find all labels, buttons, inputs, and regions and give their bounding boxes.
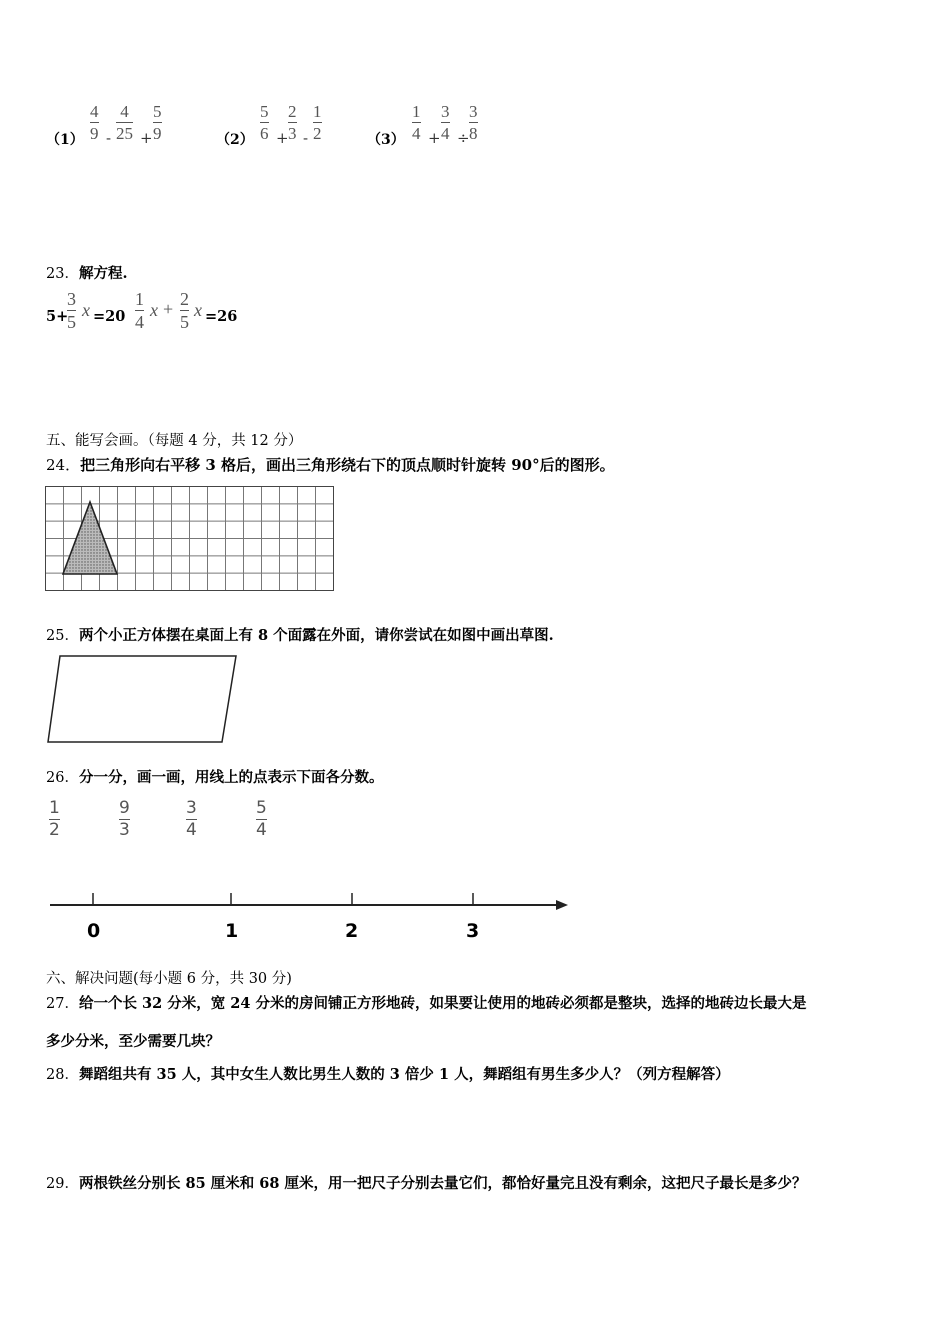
fraction: 5 9 bbox=[153, 102, 162, 143]
question-number: 25． bbox=[46, 628, 79, 644]
question-number: 26． bbox=[46, 770, 79, 786]
axis-arrow bbox=[556, 900, 568, 910]
axis-label-2: 2 bbox=[345, 920, 359, 942]
fraction: 5 4 bbox=[256, 798, 267, 840]
fraction: 1 4 bbox=[412, 102, 421, 143]
eq2-suffix: =26 bbox=[205, 308, 238, 325]
q27-line-2: 多少分米，至少需要几块？ bbox=[46, 1033, 220, 1050]
q26-heading bbox=[46, 766, 383, 787]
operator: - bbox=[106, 129, 112, 147]
question-text: 分一分，画一画，用线上的点表示下面各分数。 bbox=[78, 769, 384, 786]
question-number: 27． bbox=[46, 996, 79, 1012]
fraction: 1 2 bbox=[49, 798, 60, 840]
question-text: 把三角形向右平移 3 格后，画出三角形绕右下的顶点顺时针旋转 90°后的图形。 bbox=[80, 456, 615, 474]
axis-label-1: 1 bbox=[225, 920, 239, 942]
question-text: 给一个长 32 分米，宽 24 分米的房间铺正方形地砖，如果要让使用的地砖必须都是整块，选择的地砖边长最大是 bbox=[78, 995, 807, 1012]
q24-heading bbox=[46, 454, 615, 475]
q22-label-1: （1） bbox=[46, 132, 84, 148]
operator: + bbox=[276, 129, 289, 147]
fraction: 2 5 bbox=[180, 289, 189, 332]
q29-heading bbox=[46, 1172, 807, 1193]
question-text: 解方程. bbox=[78, 265, 128, 282]
question-text: 两个小正方体摆在桌面上有 8 个面露在外面，请你尝试在如图中画出草图. bbox=[78, 627, 554, 644]
variable-x: x bbox=[82, 300, 90, 320]
fraction: 3 5 bbox=[67, 289, 76, 332]
eq1-prefix: 5+ bbox=[46, 308, 69, 325]
fraction: 5 6 bbox=[260, 102, 269, 143]
fraction: 3 8 bbox=[469, 102, 478, 143]
question-text: 舞蹈组共有 35 人，其中女生人数比男生人数的 3 倍少 1 人，舞蹈组有男生多少人？（列方程解答） bbox=[78, 1066, 730, 1083]
operator: + bbox=[428, 129, 441, 147]
axis-label-3: 3 bbox=[466, 920, 480, 942]
q22-label-3: （3） bbox=[367, 132, 405, 148]
q23-heading bbox=[46, 262, 128, 283]
variable-x: x bbox=[150, 300, 158, 320]
fraction: 2 3 bbox=[288, 102, 297, 143]
question-number: 23． bbox=[46, 266, 79, 282]
q28-heading bbox=[46, 1063, 730, 1084]
grid-with-triangle bbox=[45, 486, 335, 592]
question-text: 两根铁丝分别长 85 厘米和 68 厘米，用一把尺子分别去量它们，都恰好量完且没有剩余，这把尺子最长是多少？ bbox=[78, 1175, 807, 1192]
fraction: 3 4 bbox=[186, 798, 197, 840]
section-5-title: 五、能写会画。（每题 4 分，共 12 分） bbox=[46, 433, 303, 449]
operator: ÷ bbox=[457, 129, 470, 147]
question-number: 24． bbox=[46, 456, 81, 474]
fraction: 3 4 bbox=[441, 102, 450, 143]
axis-label-0: 0 bbox=[87, 920, 101, 942]
q25-heading bbox=[46, 624, 554, 645]
number-line bbox=[46, 888, 571, 918]
q22-label-2: （2） bbox=[216, 132, 254, 148]
operator: + bbox=[140, 129, 153, 147]
fraction: 4 25 bbox=[116, 102, 133, 143]
question-number: 28． bbox=[46, 1067, 79, 1083]
fraction: 9 3 bbox=[119, 798, 130, 840]
fraction: 1 2 bbox=[313, 102, 322, 143]
q27-line-1 bbox=[46, 992, 807, 1013]
fraction: 4 9 bbox=[90, 102, 99, 143]
question-number: 29． bbox=[46, 1176, 79, 1192]
parallelogram-figure bbox=[46, 654, 241, 746]
eq1-suffix: =20 bbox=[93, 308, 126, 325]
section-6-title: 六、解决问题(每小题 6 分，共 30 分) bbox=[46, 971, 292, 987]
variable-x: x bbox=[194, 300, 202, 320]
operator: - bbox=[303, 129, 309, 147]
parallelogram bbox=[48, 656, 236, 742]
plus-sign: + bbox=[163, 299, 174, 319]
fraction: 1 4 bbox=[135, 289, 144, 332]
